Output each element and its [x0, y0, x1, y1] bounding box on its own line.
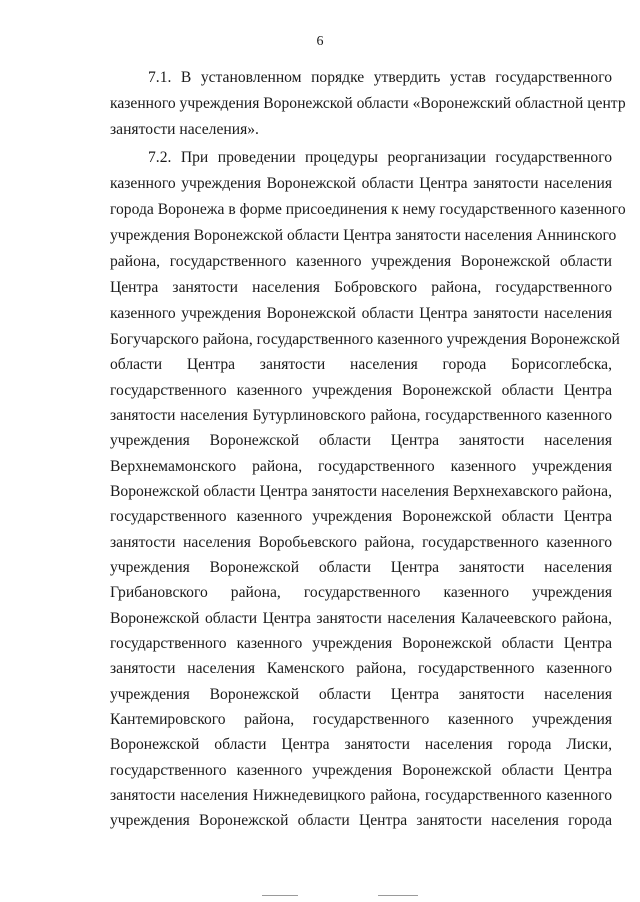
text-line: учреждения Воронежской области Центра занятости населения — [110, 432, 612, 449]
text-line: государственного казенного учреждения Воронежской области Центра — [110, 508, 612, 525]
page-number: 6 — [316, 34, 324, 49]
text-line: Воронежской области Центра занятости населения города Лиски, — [110, 736, 612, 753]
text-line: 7.1. В установленном порядке утвердить устав государственного — [148, 69, 612, 86]
text-line: занятости населения Воробьевского района, государственного казенного — [110, 534, 612, 551]
text-line: казенного учреждения Воронежской области Центра занятости населения — [110, 305, 612, 322]
text-line: учреждения Воронежской области Центра занятости населения — [110, 686, 612, 703]
text-line: района, государственного казенного учреждения Воронежской области — [110, 253, 612, 270]
text-line: учреждения Воронежской области Центра занятости населения Аннинского — [110, 227, 617, 244]
text-line: Богучарского района, государственного казенного учреждения Воронежской — [110, 331, 620, 348]
text-line: государственного казенного учреждения Воронежской области Центра — [110, 762, 612, 779]
text-line: Грибановского района, государственного казенного учреждения — [110, 584, 612, 601]
text-line: учреждения Воронежской области Центра занятости населения — [110, 559, 612, 576]
text-line: учреждения Воронежской области Центра занятости населения города — [110, 812, 612, 829]
text-line: занятости населения Каменского района, государственного казенного — [110, 660, 612, 677]
scan-artifact — [378, 895, 418, 896]
text-line: Кантемировского района, государственного казенного учреждения — [110, 711, 612, 728]
text-line: занятости населения Нижнедевицкого района, государственного казенного — [110, 787, 612, 804]
scan-artifact — [262, 895, 298, 896]
text-line: занятости населения Бутурлиновского района, государственного казенного — [110, 407, 612, 424]
text-line: 7.2. При проведении процедуры реорганизации государственного — [148, 149, 612, 166]
text-line: области Центра занятости населения города Борисоглебска, — [110, 356, 612, 373]
text-line: Воронежской области Центра занятости населения Верхнехавского района, — [110, 483, 612, 500]
text-line: Воронежской области Центра занятости населения Калачеевского района, — [110, 610, 612, 627]
text-line: Центра занятости населения Бобровского района, государственного — [110, 279, 612, 296]
text-line: города Воронежа в форме присоединения к нему государственного казенного — [110, 201, 626, 218]
text-line: казенного учреждения Воронежской области Центра занятости населения — [110, 175, 612, 192]
text-line: Верхнемамонского района, государственного казенного учреждения — [110, 458, 612, 475]
text-line: государственного казенного учреждения Воронежской области Центра — [110, 382, 612, 399]
text-line: занятости населения». — [110, 121, 259, 138]
text-line: государственного казенного учреждения Воронежской области Центра — [110, 635, 612, 652]
text-line: казенного учреждения Воронежской области «Воронежский областной центр — [110, 95, 626, 112]
